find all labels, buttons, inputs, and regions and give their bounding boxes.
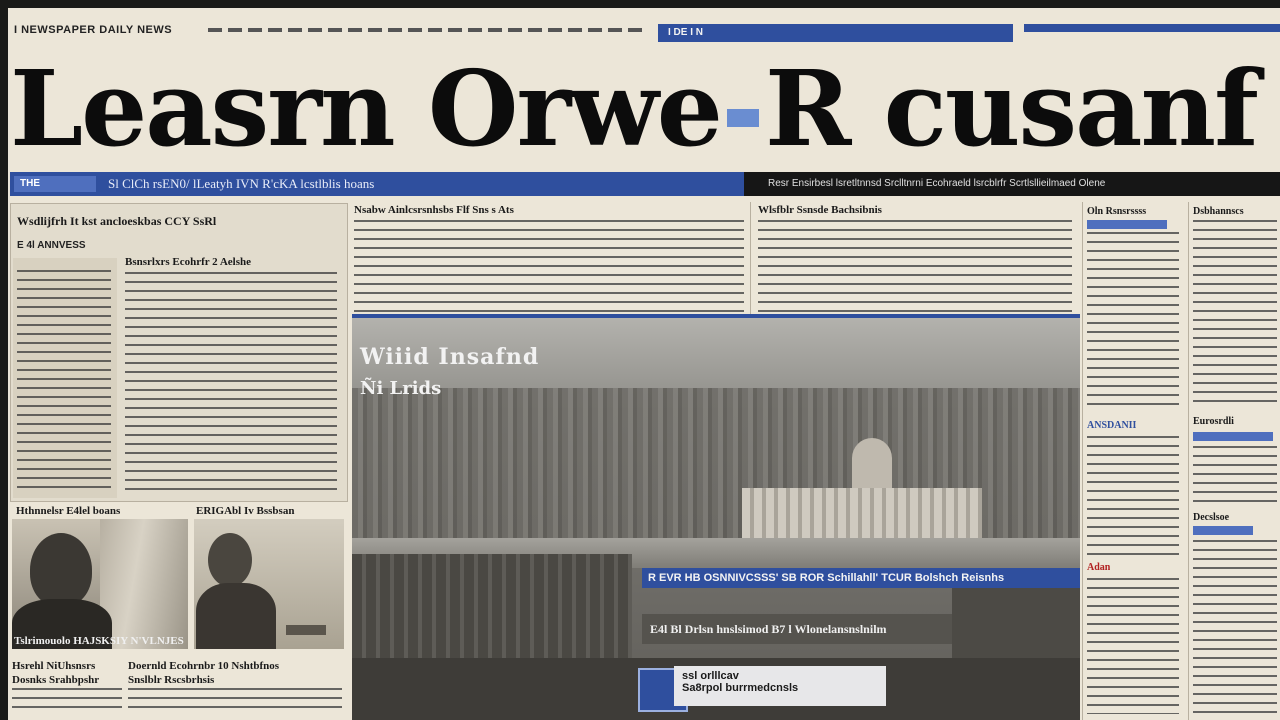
top-strip [8, 22, 1280, 44]
masthead-right: R cusanf [764, 47, 1257, 170]
left-article-sub: E 4l ANNVESS [17, 240, 86, 251]
nav-blue [10, 172, 744, 196]
rcol2-head-1: Dsbhannscs [1193, 206, 1244, 217]
left-article-body-head: Bsnsrlxrs Ecohrfr 2 Aelshe [125, 256, 251, 268]
photo-banner: R EVR HB OSNNIVCSSS' SB ROR Schillahll' TCUR Bolshch Reisnhs [642, 568, 1080, 588]
photo-white-panel [674, 666, 886, 706]
rcol1-text-2 [1087, 436, 1179, 556]
portrait-photos [10, 503, 346, 653]
left-article [10, 203, 348, 502]
woman-head [208, 533, 252, 587]
rcol2-head-3: Decslsoe [1193, 512, 1230, 523]
city-photo [352, 314, 1080, 720]
top-blue-bar-right [1024, 24, 1280, 32]
right-column-2 [1188, 202, 1280, 720]
center-head-1: Nsabw Ainlcsrsnhsbs Flf Sns s Ats [354, 204, 514, 216]
left-article-headline: Wsdlijfrh It kst ancloeskbas CCY SsRl [17, 214, 217, 228]
nav-text: Sl ClCh rsEN0/ lLeatyh IVN R'cKA lcstlblis hoans [108, 176, 375, 191]
panel-line-2: Sa8rpol burrmedcnsls [682, 682, 799, 694]
brief-text-2 [128, 688, 342, 714]
photo-caption-1: Hthnnelsr E4lel boans [16, 505, 121, 517]
photo-midstrip: E4l Bl Drlsn hnslsimod B7 l Wlonelansnslnilm [642, 614, 952, 644]
rcol1-text-1 [1087, 232, 1179, 412]
photos-overlay-caption: Tslrimouolo HAJSKSIY N'VLNJES [14, 635, 184, 647]
center-article [350, 202, 1080, 318]
center-article-right [754, 202, 1080, 314]
center-text-1 [354, 220, 744, 312]
rcol1-head-2: ANSDANII [1087, 420, 1137, 431]
boat-shape [286, 625, 326, 635]
top-blue-label: I DE I N [668, 27, 704, 38]
man-head [30, 533, 92, 607]
rcol2-tag-2 [1193, 526, 1253, 535]
right-column-1 [1082, 202, 1185, 720]
nav-bar [8, 172, 1280, 196]
rcol1-tag-1 [1087, 220, 1167, 229]
brief-text-1 [12, 688, 122, 714]
left-article-body [125, 258, 343, 498]
nav-dark: Resr Ensirbesl lsretltnnsd Srclltnrni Ecohraeld lsrcblrfr Scrtlsllieilmaed Olene [744, 172, 1280, 196]
top-rule-dots [208, 28, 648, 32]
photo-title-2: Ñi Lrids [360, 378, 442, 399]
rcol2-text-3 [1193, 540, 1277, 714]
rcol1-text-3 [1087, 578, 1179, 714]
panel-line-1: ssl orlllcav [682, 670, 739, 682]
rcol1-head-1: Oln Rsnsrssss [1087, 206, 1147, 217]
rcol1-head-3: Adan [1087, 562, 1111, 573]
brief-head-3: Doernld Ecohrnbr 10 Nshtbfnos [128, 660, 280, 672]
edition-label: I NEWSPAPER DAILY NEWS [14, 24, 173, 36]
drape-shape [100, 519, 188, 649]
left-sidebar-block [13, 258, 117, 498]
top-blue-bar [658, 24, 1013, 42]
rcol2-text-2 [1193, 446, 1277, 506]
rcol2-text-1 [1193, 220, 1277, 408]
portrait-woman-photo [194, 519, 344, 649]
rcol2-tag-1 [1193, 432, 1273, 441]
center-head-2: Wlsfblr Ssnsde Bachsibnis [758, 204, 882, 216]
photo-title: Wiiid Insafnd [360, 344, 540, 370]
brief-head-2: Dosnks Srahbpshr [12, 674, 100, 686]
left-sidebar-text [17, 270, 111, 490]
bottom-left-briefs [10, 654, 346, 718]
newspaper-page [8, 8, 1280, 720]
portrait-man-photo [12, 519, 188, 649]
center-article-left [350, 202, 751, 314]
center-text-2 [758, 220, 1072, 312]
masthead-accent [727, 109, 759, 127]
brief-head-4: Snslblr Rscsbrhsis [128, 674, 215, 686]
nav-tag: THE [14, 176, 96, 192]
rcol2-head-2: Eurosrdli [1193, 416, 1234, 427]
left-article-body-text [125, 272, 337, 494]
photo-caption-2: ERIGAbl Iv Bssbsan [196, 505, 295, 517]
foreground-buildings [352, 554, 632, 674]
masthead-left: Leasrn Orwe [10, 47, 721, 170]
brief-head-1: Hsrehl NiUhsnsrs [12, 660, 96, 672]
masthead [10, 46, 1280, 171]
